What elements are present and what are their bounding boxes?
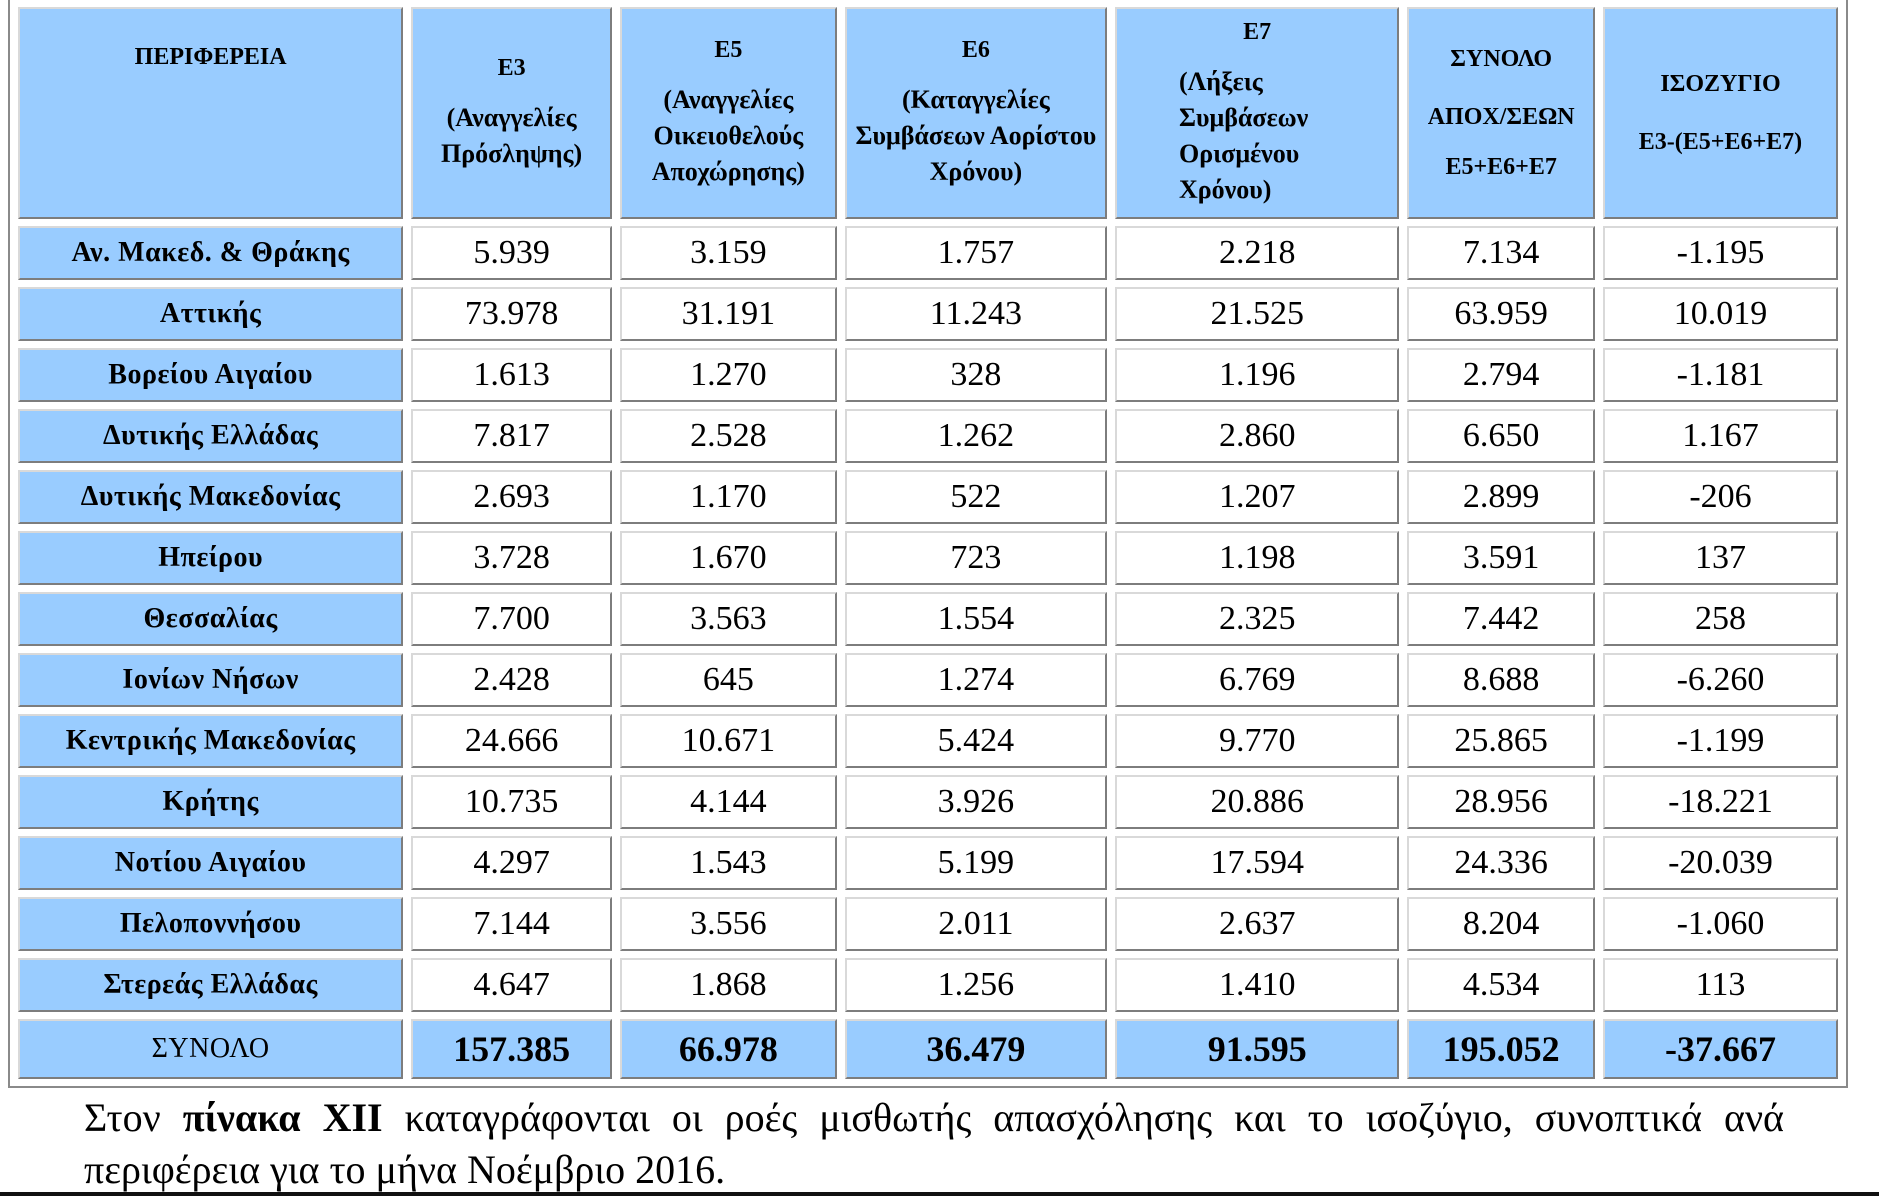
e6-total-cell: 36.479 <box>845 1019 1107 1079</box>
table-row <box>18 592 1838 646</box>
e7-value-cell: 17.594 <box>1115 836 1399 890</box>
header-e3-desc: (Αναγγελίες Πρόσληψης) <box>441 103 583 168</box>
e3-value-cell: 7.700 <box>411 592 612 646</box>
region-name-cell: Πελοποννήσου <box>18 897 403 951</box>
region-name-cell: Θεσσαλίας <box>18 592 403 646</box>
e7-value-cell: 2.860 <box>1115 409 1399 463</box>
header-e7 <box>1115 7 1399 219</box>
e6-value-cell: 11.243 <box>845 287 1107 341</box>
total-value-cell: 2.794 <box>1407 348 1595 402</box>
table-row <box>18 348 1838 402</box>
e3-value-cell: 4.297 <box>411 836 612 890</box>
e6-value-cell: 1.256 <box>845 958 1107 1012</box>
e5-value-cell: 2.528 <box>620 409 837 463</box>
table-row <box>18 958 1838 1012</box>
e7-value-cell: 6.769 <box>1115 653 1399 707</box>
e6-value-cell: 5.424 <box>845 714 1107 768</box>
e7-value-cell: 2.218 <box>1115 226 1399 280</box>
header-region-label: ΠΕΡΙΦΕΡΕΙΑ <box>134 44 287 70</box>
table-row <box>18 226 1838 280</box>
balance-value-cell: -6.260 <box>1603 653 1838 707</box>
e5-value-cell: 4.144 <box>620 775 837 829</box>
total-value-cell: 2.899 <box>1407 470 1595 524</box>
balance-value-cell: -1.195 <box>1603 226 1838 280</box>
region-name-cell: Δυτικής Ελλάδας <box>18 409 403 463</box>
table-row <box>18 287 1838 341</box>
e5-value-cell: 10.671 <box>620 714 837 768</box>
e7-value-cell: 20.886 <box>1115 775 1399 829</box>
e6-value-cell: 5.199 <box>845 836 1107 890</box>
e5-value-cell: 3.563 <box>620 592 837 646</box>
total-value-cell: 63.959 <box>1407 287 1595 341</box>
e6-value-cell: 723 <box>845 531 1107 585</box>
e3-total-cell: 157.385 <box>411 1019 612 1079</box>
total-value-cell: 4.534 <box>1407 958 1595 1012</box>
balance-value-cell: 10.019 <box>1603 287 1838 341</box>
e3-value-cell: 10.735 <box>411 775 612 829</box>
e6-value-cell: 1.757 <box>845 226 1107 280</box>
e3-value-cell: 3.728 <box>411 531 612 585</box>
header-total-code: ΣΥΝΟΛΟ <box>1450 46 1553 72</box>
caption-text-start: Στον <box>84 1095 183 1140</box>
table-body <box>18 226 1838 1079</box>
balance-value-cell: 1.167 <box>1603 409 1838 463</box>
table-row <box>18 836 1838 890</box>
e3-value-cell: 2.693 <box>411 470 612 524</box>
region-name-cell: Κρήτης <box>18 775 403 829</box>
total-value-cell: 8.688 <box>1407 653 1595 707</box>
e7-value-cell: 21.525 <box>1115 287 1399 341</box>
total-value-cell: 28.956 <box>1407 775 1595 829</box>
e3-value-cell: 73.978 <box>411 287 612 341</box>
e6-value-cell: 2.011 <box>845 897 1107 951</box>
e3-value-cell: 4.647 <box>411 958 612 1012</box>
e6-value-cell: 522 <box>845 470 1107 524</box>
header-total <box>1407 7 1595 219</box>
total-value-cell: 6.650 <box>1407 409 1595 463</box>
e7-value-cell: 2.637 <box>1115 897 1399 951</box>
header-e5 <box>620 7 837 219</box>
e6-value-cell: 1.554 <box>845 592 1107 646</box>
balance-total-cell: -37.667 <box>1603 1019 1838 1079</box>
header-balance-code: ΙΣΟΖΥΓΙΟ <box>1660 71 1781 97</box>
header-total-desc1: ΑΠΟΧ/ΣΕΩΝ <box>1427 104 1575 130</box>
e5-value-cell: 1.868 <box>620 958 837 1012</box>
balance-value-cell: 137 <box>1603 531 1838 585</box>
header-total-desc2: Ε5+Ε6+Ε7 <box>1445 154 1557 180</box>
total-value-cell: 7.442 <box>1407 592 1595 646</box>
total-value-cell: 3.591 <box>1407 531 1595 585</box>
e5-value-cell: 1.670 <box>620 531 837 585</box>
header-e5-code: Ε5 <box>714 37 743 63</box>
e5-value-cell: 645 <box>620 653 837 707</box>
region-name-cell: Νοτίου Αιγαίου <box>18 836 403 890</box>
e5-value-cell: 1.170 <box>620 470 837 524</box>
e3-value-cell: 1.613 <box>411 348 612 402</box>
e7-value-cell: 1.198 <box>1115 531 1399 585</box>
caption-table-ref: πίνακα XII <box>182 1095 383 1140</box>
balance-value-cell: 113 <box>1603 958 1838 1012</box>
e5-value-cell: 3.556 <box>620 897 837 951</box>
table-header <box>18 7 1838 219</box>
region-name-cell: Βορείου Αιγαίου <box>18 348 403 402</box>
balance-value-cell: 258 <box>1603 592 1838 646</box>
region-name-cell: Δυτικής Μακεδονίας <box>18 470 403 524</box>
header-e3-code: Ε3 <box>497 55 526 81</box>
e3-value-cell: 7.144 <box>411 897 612 951</box>
header-region <box>18 7 403 219</box>
balance-value-cell: -1.199 <box>1603 714 1838 768</box>
e3-value-cell: 2.428 <box>411 653 612 707</box>
e3-value-cell: 5.939 <box>411 226 612 280</box>
e7-value-cell: 1.207 <box>1115 470 1399 524</box>
e5-total-cell: 66.978 <box>620 1019 837 1079</box>
balance-value-cell: -1.060 <box>1603 897 1838 951</box>
balance-value-cell: -18.221 <box>1603 775 1838 829</box>
e6-value-cell: 328 <box>845 348 1107 402</box>
table-row <box>18 409 1838 463</box>
employment-flows-table <box>8 0 1848 1088</box>
table-row <box>18 653 1838 707</box>
e7-value-cell: 9.770 <box>1115 714 1399 768</box>
region-name-cell: Αττικής <box>18 287 403 341</box>
e5-value-cell: 1.543 <box>620 836 837 890</box>
totals-label-cell: ΣΥΝΟΛΟ <box>18 1019 403 1079</box>
e7-value-cell: 1.196 <box>1115 348 1399 402</box>
header-balance-desc: Ε3-(Ε5+Ε6+Ε7) <box>1638 129 1803 155</box>
e5-value-cell: 1.270 <box>620 348 837 402</box>
table-row <box>18 775 1838 829</box>
header-e6-code: Ε6 <box>961 37 990 63</box>
header-e5-desc: (Αναγγελίες Οικειοθελούς Αποχώρησης) <box>651 85 805 186</box>
header-row <box>18 7 1838 219</box>
header-balance <box>1603 7 1838 219</box>
balance-value-cell: -20.039 <box>1603 836 1838 890</box>
totals-row <box>18 1019 1838 1079</box>
page-bottom-rule <box>0 1192 1879 1196</box>
e6-value-cell: 1.262 <box>845 409 1107 463</box>
header-e6 <box>845 7 1107 219</box>
region-name-cell: Κεντρικής Μακεδονίας <box>18 714 403 768</box>
e5-value-cell: 31.191 <box>620 287 837 341</box>
e6-value-cell: 3.926 <box>845 775 1107 829</box>
e3-value-cell: 24.666 <box>411 714 612 768</box>
total-value-cell: 7.134 <box>1407 226 1595 280</box>
header-e3 <box>411 7 612 219</box>
region-name-cell: Στερεάς Ελλάδας <box>18 958 403 1012</box>
region-name-cell: Αν. Μακεδ. & Θράκης <box>18 226 403 280</box>
total-value-cell: 25.865 <box>1407 714 1595 768</box>
header-e7-desc: (Λήξεις Συμβάσεων Ορισμένου Χρόνου) <box>1178 67 1309 204</box>
e7-value-cell: 1.410 <box>1115 958 1399 1012</box>
table-row <box>18 714 1838 768</box>
table-row <box>18 470 1838 524</box>
balance-value-cell: -1.181 <box>1603 348 1838 402</box>
e7-total-cell: 91.595 <box>1115 1019 1399 1079</box>
table-row <box>18 531 1838 585</box>
balance-value-cell: -206 <box>1603 470 1838 524</box>
caption-text-end: καταγράφονται οι ροές μισθωτής απασχόλησης και το ισοζύγιο, συνοπτικά ανά περιφέρεια για το μήνα Νοέμβριο 2016. <box>84 1095 1784 1192</box>
e7-value-cell: 2.325 <box>1115 592 1399 646</box>
region-name-cell: Ηπείρου <box>18 531 403 585</box>
table-row <box>18 897 1838 951</box>
region-name-cell: Ιονίων Νήσων <box>18 653 403 707</box>
total-total-cell: 195.052 <box>1407 1019 1595 1079</box>
e6-value-cell: 1.274 <box>845 653 1107 707</box>
header-e6-desc: (Καταγγελίες Συμβάσεων Αορίστου Χρόνου) <box>855 85 1097 186</box>
caption-paragraph <box>84 1092 1784 1196</box>
e5-value-cell: 3.159 <box>620 226 837 280</box>
total-value-cell: 8.204 <box>1407 897 1595 951</box>
header-e7-code: Ε7 <box>1243 19 1272 45</box>
e3-value-cell: 7.817 <box>411 409 612 463</box>
total-value-cell: 24.336 <box>1407 836 1595 890</box>
